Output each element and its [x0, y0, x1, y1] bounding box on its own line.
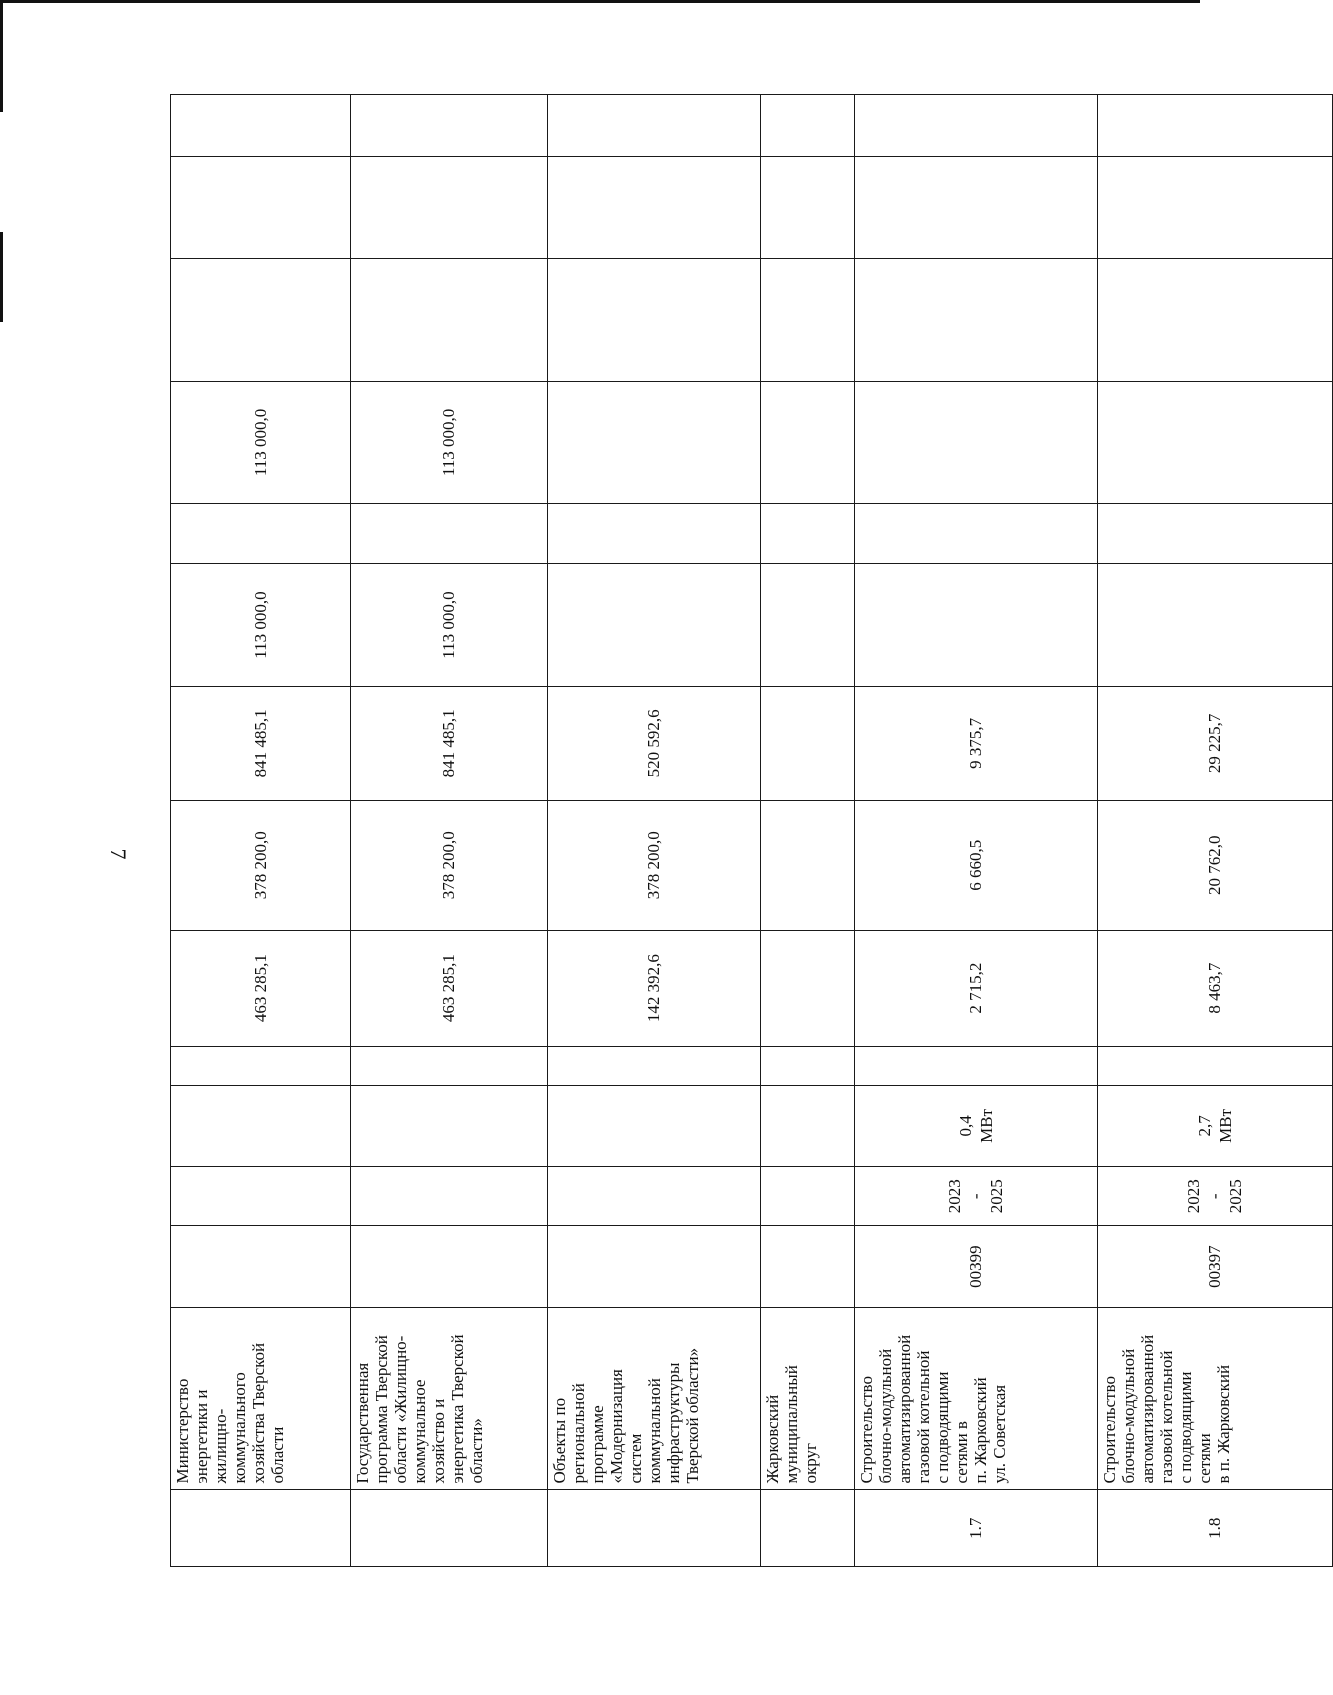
period-dash: - — [966, 1193, 986, 1200]
table-row — [761, 95, 854, 1567]
period-cell — [761, 1167, 854, 1226]
later-column-a — [351, 259, 547, 381]
later-column-c — [854, 95, 1097, 157]
capacity-stack — [1194, 1109, 1236, 1143]
table-row — [1097, 95, 1332, 1567]
later-column-b — [761, 157, 854, 259]
blank-column-2 — [351, 504, 547, 564]
year2-column — [1097, 381, 1332, 503]
year2-column — [854, 381, 1097, 503]
object-code — [547, 1226, 761, 1308]
capacity-cell — [351, 1085, 547, 1167]
object-code: 00399 — [854, 1226, 1097, 1308]
cost-column-b: 378 200,0 — [171, 800, 351, 930]
year1-column — [854, 564, 1097, 686]
capacity-unit: МВт — [976, 1108, 996, 1143]
period-cell — [1097, 1167, 1332, 1226]
cost-column-b — [761, 800, 854, 930]
blank-column — [1097, 1046, 1332, 1085]
item-name — [854, 1307, 1097, 1490]
item-number — [547, 1490, 761, 1567]
cost-column-a: 463 285,1 — [171, 930, 351, 1046]
capacity-value: 2,7 — [1194, 1115, 1214, 1137]
item-name — [171, 1307, 351, 1490]
object-code — [351, 1226, 547, 1308]
blank-column — [547, 1046, 761, 1085]
later-column-a — [761, 259, 854, 381]
table-row — [171, 95, 351, 1567]
object-code: 00397 — [1097, 1226, 1332, 1308]
cost-total-column: 841 485,1 — [171, 686, 351, 800]
rotated-table-container — [170, 94, 1333, 1567]
period-start: 2023 — [945, 1179, 965, 1214]
budget-table — [170, 94, 1333, 1567]
cost-column-b: 378 200,0 — [351, 800, 547, 930]
page-number: 7 — [106, 848, 131, 860]
item-name — [1097, 1307, 1332, 1490]
scan-border-left — [0, 0, 3, 112]
later-column-c — [351, 95, 547, 157]
later-column-c — [171, 95, 351, 157]
blank-column-2 — [761, 504, 854, 564]
period-end: 2025 — [1226, 1179, 1246, 1214]
later-column-b — [171, 157, 351, 259]
cost-column-a: 142 392,6 — [547, 930, 761, 1046]
period-end: 2025 — [987, 1179, 1007, 1214]
later-column-c — [1097, 95, 1332, 157]
blank-column — [761, 1046, 854, 1085]
cost-total-column: 29 225,7 — [1097, 686, 1332, 800]
year1-column — [547, 564, 761, 686]
table-row — [854, 95, 1097, 1567]
item-number: 1.7 — [854, 1490, 1097, 1567]
capacity-unit: МВт — [1215, 1108, 1235, 1143]
later-column-c — [761, 95, 854, 157]
blank-column-2 — [547, 504, 761, 564]
blank-column-2 — [1097, 504, 1332, 564]
later-column-a — [171, 259, 351, 381]
period-cell — [171, 1167, 351, 1226]
later-column-b — [547, 157, 761, 259]
scan-border-left-lower — [0, 232, 3, 322]
table-rotator — [170, 94, 1333, 1567]
blank-column — [171, 1046, 351, 1085]
year1-column — [1097, 564, 1332, 686]
item-name-text: Строительство блочно-модульной автоматизированной газовой котельной с подводящими сетями в п. Жарковский — [1099, 1334, 1233, 1484]
period-cell — [854, 1167, 1097, 1226]
item-name-text: Объекты по региональной программе «Модернизация систем коммунальной инфраструктуры Тверской области» — [549, 1347, 702, 1484]
cost-column-a — [761, 930, 854, 1046]
period-stack — [1183, 1179, 1246, 1213]
year2-column: 113 000,0 — [171, 381, 351, 503]
period-dash: - — [1205, 1193, 1225, 1200]
item-number — [171, 1490, 351, 1567]
item-number — [761, 1490, 854, 1567]
item-name — [761, 1307, 854, 1490]
period-start: 2023 — [1184, 1179, 1204, 1214]
year2-column — [761, 381, 854, 503]
item-name-text: Государственная программа Тверской области «Жилищно- коммунальное хозяйство и энергетика Тверской области» — [353, 1334, 487, 1484]
later-column-b — [1097, 157, 1332, 259]
cost-total-column: 520 592,6 — [547, 686, 761, 800]
item-number: 1.8 — [1097, 1490, 1332, 1567]
item-name — [547, 1307, 761, 1490]
period-cell — [351, 1167, 547, 1226]
later-column-a — [547, 259, 761, 381]
capacity-cell — [547, 1085, 761, 1167]
cost-column-a: 2 715,2 — [854, 930, 1097, 1046]
later-column-b — [351, 157, 547, 259]
capacity-cell — [761, 1085, 854, 1167]
item-name — [351, 1307, 547, 1490]
year2-column — [547, 381, 761, 503]
later-column-b — [854, 157, 1097, 259]
table-row — [547, 95, 761, 1567]
year1-column: 113 000,0 — [171, 564, 351, 686]
period-stack — [944, 1179, 1007, 1213]
item-number — [351, 1490, 547, 1567]
object-code — [761, 1226, 854, 1308]
cost-column-b: 378 200,0 — [547, 800, 761, 930]
cost-column-a: 463 285,1 — [351, 930, 547, 1046]
blank-column-2 — [854, 504, 1097, 564]
later-column-c — [547, 95, 761, 157]
period-cell — [547, 1167, 761, 1226]
capacity-cell — [171, 1085, 351, 1167]
later-column-a — [1097, 259, 1332, 381]
blank-column — [854, 1046, 1097, 1085]
cost-total-column: 9 375,7 — [854, 686, 1097, 800]
blank-column — [351, 1046, 547, 1085]
cost-column-b: 6 660,5 — [854, 800, 1097, 930]
blank-column-2 — [171, 504, 351, 564]
capacity-value: 0,4 — [955, 1115, 975, 1137]
item-name-text: Жарковский муниципальный округ — [763, 1365, 821, 1484]
cost-column-a: 8 463,7 — [1097, 930, 1332, 1046]
later-column-a — [854, 259, 1097, 381]
table-body — [171, 95, 1333, 1567]
cost-column-b: 20 762,0 — [1097, 800, 1332, 930]
item-name-text: Строительство блочно-модульной автоматизированной газовой котельной с подводящими сетями в п. Жарковский ул. Советская — [856, 1334, 1009, 1484]
year1-column: 113 000,0 — [351, 564, 547, 686]
object-code — [171, 1226, 351, 1308]
year2-column: 113 000,0 — [351, 381, 547, 503]
capacity-stack — [955, 1109, 997, 1143]
cost-total-column: 841 485,1 — [351, 686, 547, 800]
scan-border-top — [0, 0, 1200, 3]
capacity-cell — [854, 1085, 1097, 1167]
year1-column — [761, 564, 854, 686]
item-name-text: Министерство энергетики и жилищно- коммунального хозяйства Тверской области — [173, 1342, 287, 1484]
table-row — [351, 95, 547, 1567]
cost-total-column — [761, 686, 854, 800]
capacity-cell — [1097, 1085, 1332, 1167]
